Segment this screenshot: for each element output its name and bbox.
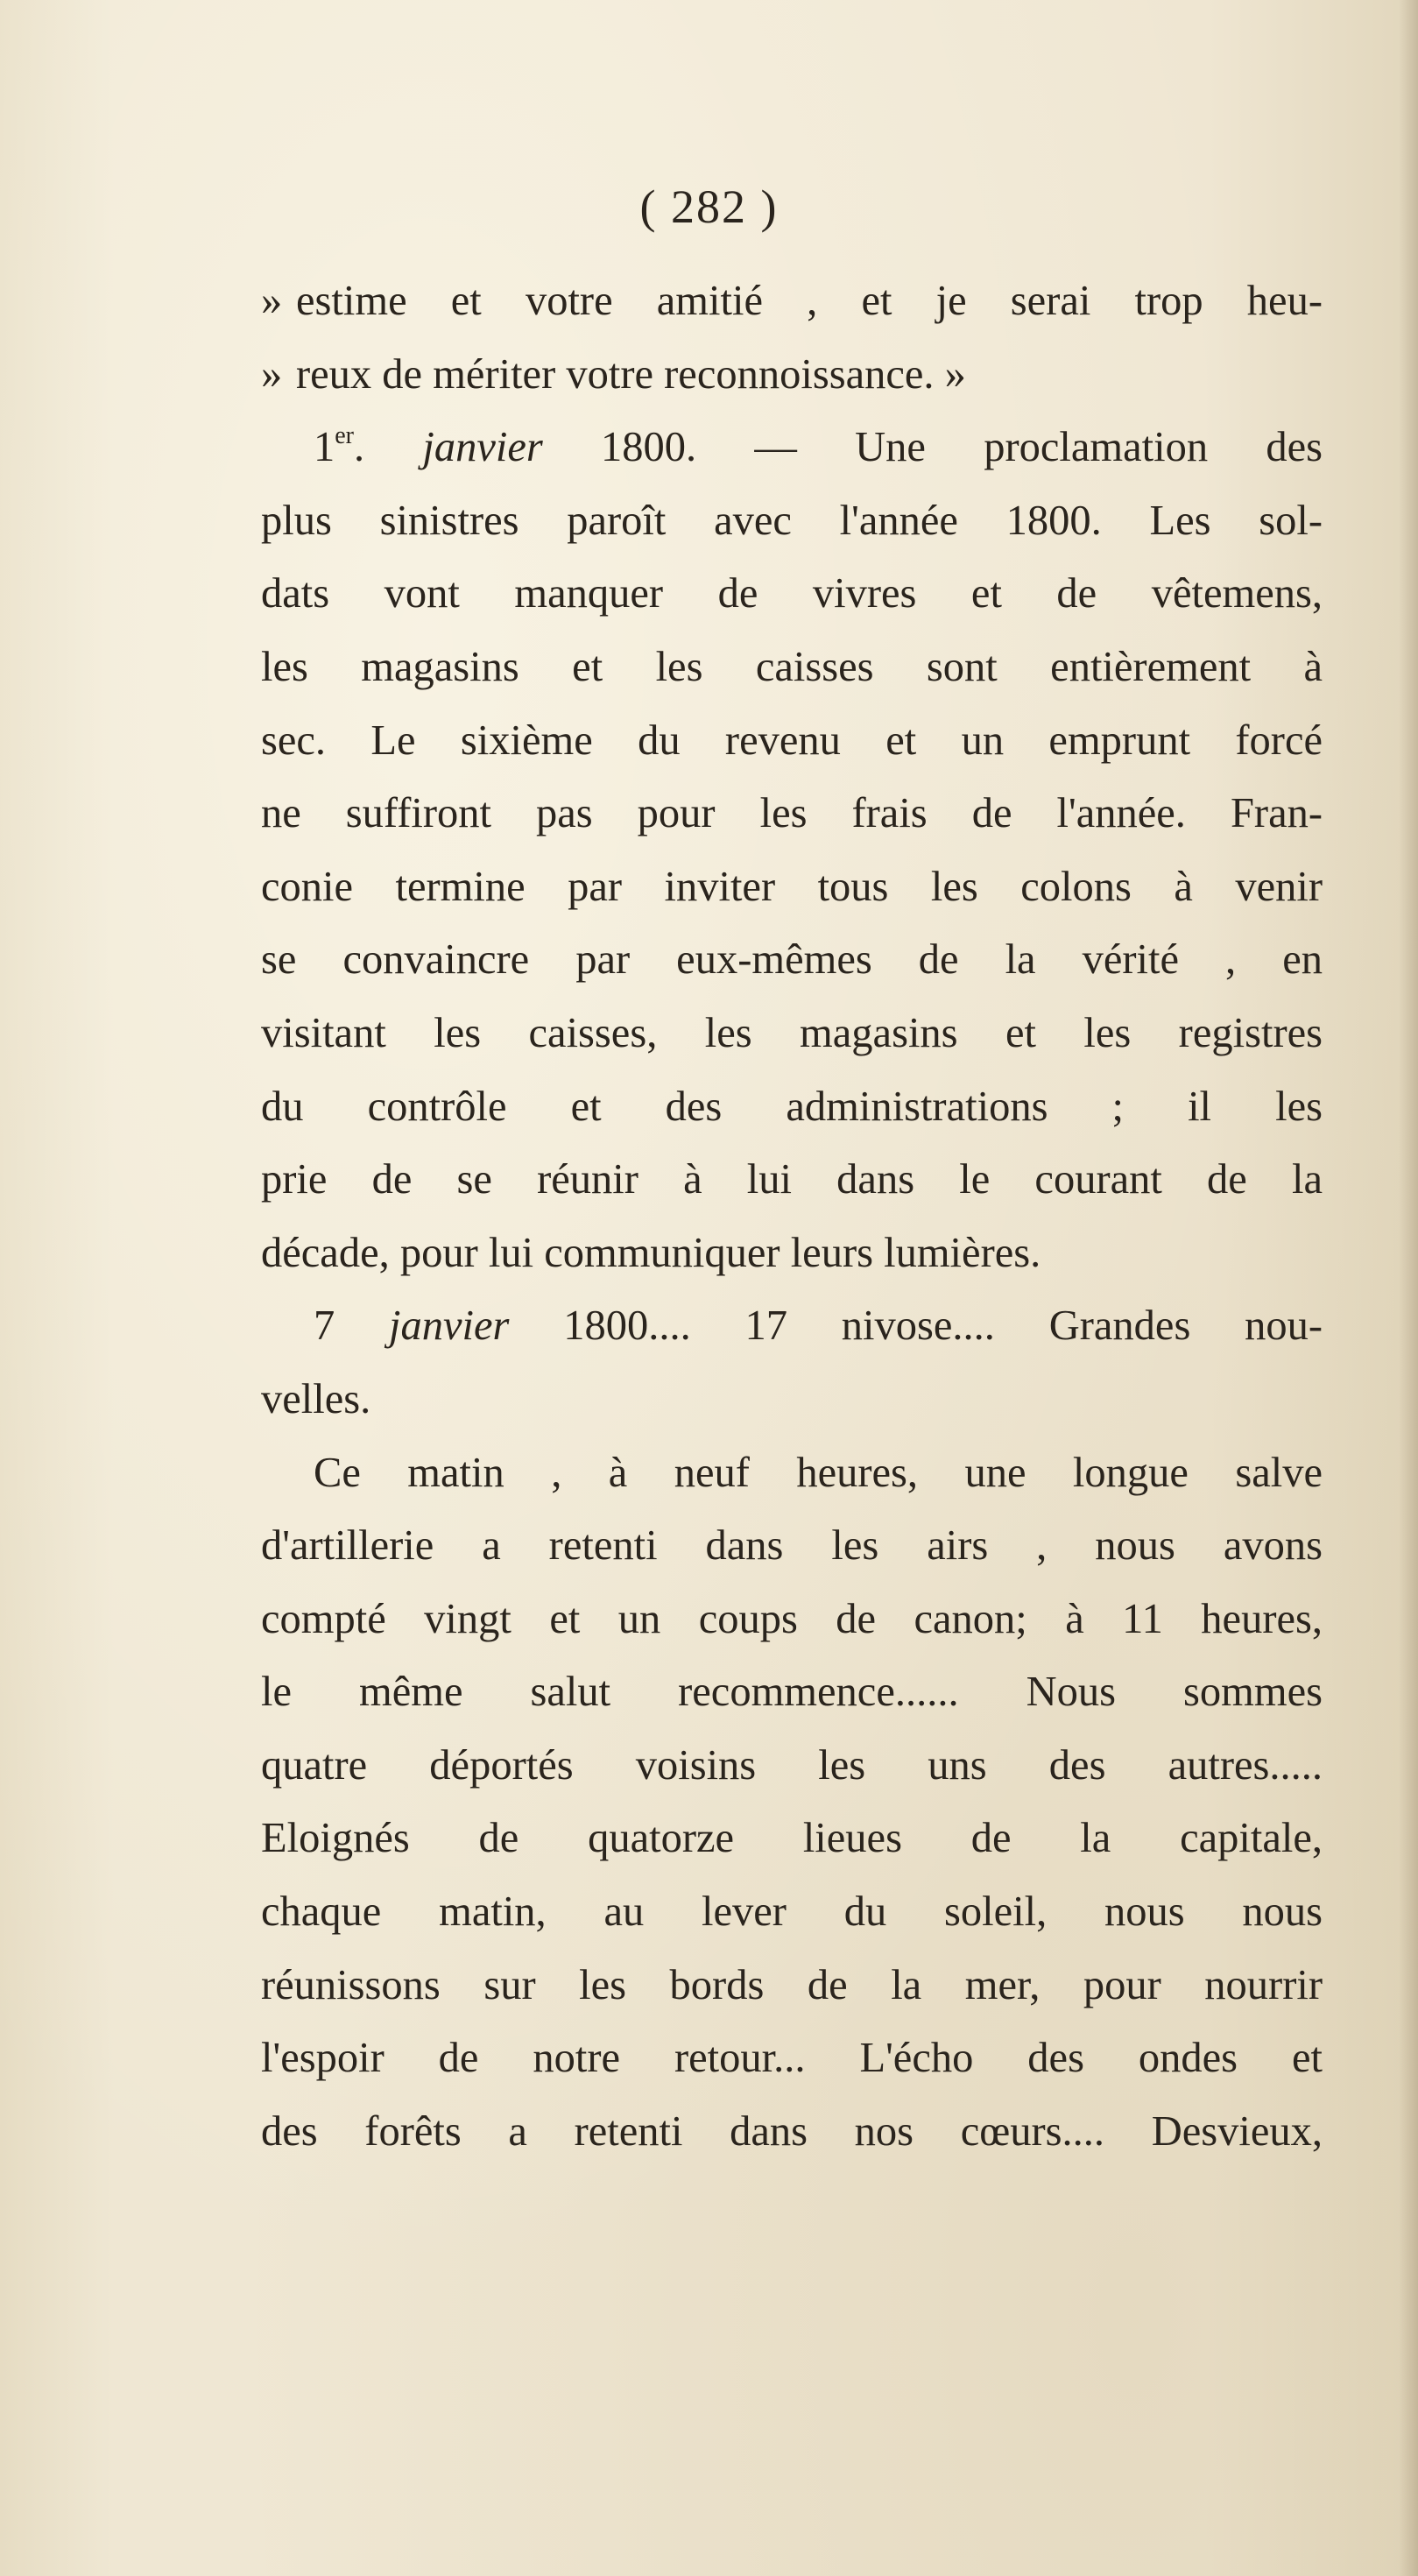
- page-number: ( 282 ): [639, 180, 779, 233]
- text-line: » estime et votre amitié , et je serai trop heu-: [261, 265, 1323, 338]
- text-line: décade, pour lui communiquer leurs lumières.: [261, 1229, 1041, 1276]
- text-line: visitant les caisses, les magasins et les registres: [261, 1009, 1323, 1056]
- text-line: velles.: [261, 1375, 371, 1422]
- text-line: l'espoir de notre retour... L'écho des ondes et: [261, 2035, 1323, 2082]
- text-line: quatre déportés voisins les uns des autres.....: [261, 1741, 1323, 1789]
- text-line: les magasins et les caisses sont entièrement à: [261, 643, 1323, 690]
- text-line: d'artillerie a retenti dans les airs , nous avons: [261, 1522, 1323, 1570]
- text-line: plus sinistres paroît avec l'année 1800. Les sol-: [261, 497, 1323, 544]
- text-line: prie de se réunir à lui dans le courant de la: [261, 1156, 1323, 1203]
- italic-date: janvier: [389, 1302, 510, 1350]
- text-line: ne suffiront pas pour les frais de l'année. Fran-: [261, 790, 1323, 837]
- text-line: le même salut recommence...... Nous sommes: [261, 1669, 1323, 1716]
- text-line: 7 janvier 1800.... 17 nivose.... Grandes nou-: [314, 1302, 1323, 1350]
- text-line: réunissons sur les bords de la mer, pour nourrir: [261, 1961, 1323, 2008]
- text-line: sec. Le sixième du revenu et un emprunt forcé: [261, 716, 1323, 764]
- text-line: des forêts a retenti dans nos cœurs.... Desvieux,: [261, 2107, 1323, 2155]
- text-line: Ce matin , à neuf heures, une longue salve: [314, 1449, 1323, 1496]
- text-line: Eloignés de quatorze lieues de la capitale,: [261, 1815, 1323, 1862]
- text-line: 1er. janvier 1800. — Une proclamation des: [314, 422, 1323, 471]
- body-text: [261, 265, 1323, 2168]
- text-line: conie termine par inviter tous les colons à venir: [261, 863, 1323, 910]
- text-line: se convaincre par eux-mêmes de la vérité , en: [261, 936, 1323, 984]
- italic-date: janvier: [422, 424, 543, 471]
- quote-mark: »: [261, 350, 283, 398]
- text-line: dats vont manquer de vivres et de vêtemens,: [261, 570, 1323, 618]
- quote-mark: »: [261, 278, 283, 324]
- page-edge-shadow: [1399, 0, 1418, 2576]
- text-line: du contrôle et des administrations ; il les: [261, 1083, 1323, 1130]
- text-line: compté vingt et un coups de canon; à 11 heures,: [261, 1595, 1323, 1642]
- text-line: » reux de mériter votre reconnoissance. »: [261, 338, 1323, 412]
- text-line: chaque matin, au lever du soleil, nous nous: [261, 1888, 1323, 1936]
